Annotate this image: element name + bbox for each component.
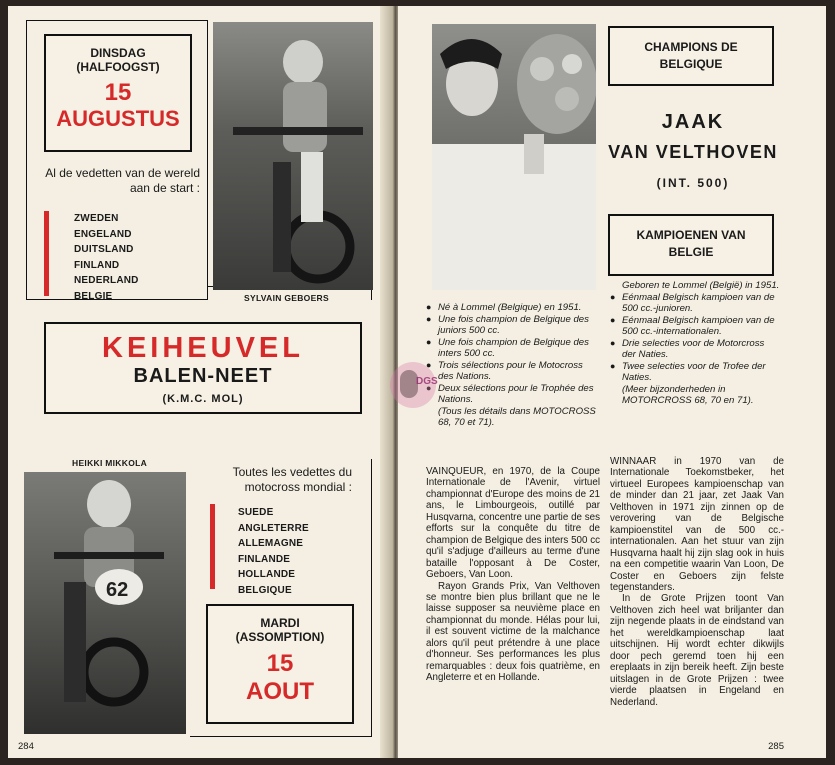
event-box: [44, 322, 362, 414]
right-page: [398, 6, 826, 758]
date-number: 15: [266, 650, 294, 677]
event-title: KEIHEUVEL: [102, 332, 304, 364]
country-item: ZWEDEN: [74, 213, 119, 224]
note-fr: (Tous les détails dans MOTOCROSS 68, 70 et 71).: [438, 405, 596, 428]
country-item: SUEDE: [238, 507, 274, 518]
champion-name-last: VAN VELTHOVEN: [608, 142, 778, 162]
bullet-item: ● Deux sélections pour le Trophée des Nations.: [426, 383, 596, 406]
article-fr: [426, 466, 600, 684]
event-club: (K.M.C. MOL): [162, 393, 244, 405]
intro-fr-text: Toutes les vedettes du motocross mondial :: [232, 465, 352, 494]
country-item: HOLLANDE: [238, 569, 296, 580]
bullets-fr: [426, 302, 596, 429]
intro-nl-text: Al de vedetten van de wereld aan de start :: [45, 166, 200, 195]
date-box-fr: [206, 604, 354, 724]
country-item: BELGIQUE: [238, 584, 292, 596]
photo-sylvain-geboers: [213, 22, 373, 290]
event-place: BALEN-NEET: [133, 365, 273, 387]
intro-nl-birth: Geboren te Lommel (België) in 1951.: [622, 280, 780, 291]
bullet-item: ● Eénmaal Belgisch kampioen van de 500 cc.-junioren.: [610, 292, 780, 315]
rider-number: 62: [106, 579, 129, 601]
date-box-nl: [44, 34, 192, 152]
header-nl-text: KAMPIOENEN VAN BELGIE: [636, 228, 746, 259]
bullet-item: ● Une fois champion de Belgique des juniors 500 cc.: [426, 314, 596, 337]
champion-class: (INT. 500): [656, 176, 730, 190]
date-number: 15: [104, 79, 132, 106]
country-item: BELGIE: [74, 290, 113, 302]
bullet-item: ● Trois sélections pour le Motocross des Nations.: [426, 360, 596, 383]
country-item: ALLEMAGNE: [238, 538, 304, 549]
note-nl: (Meer bijzonderheden in MOTORCROSS 68, 70 en 71).: [622, 383, 754, 406]
country-item: NEDERLAND: [74, 275, 139, 286]
country-item: ENGELAND: [74, 228, 132, 240]
bullet-item: ● Une fois champion de Belgique des inters 500 cc.: [426, 337, 596, 360]
photo-jaak-van-velthoven: [432, 24, 596, 290]
article-nl-paragraph-1: WINNAAR in 1970 van de Internationale Toekomstbeker, het virtueel Europees kampioenschap van de minder dan 21 jaar, zet Jaak Van Velthoven in 1971 zijn zinnen op de verovering van de Belgische kampioenstitel van de 500 cc.-internationalen. Aan het stuur van zijn Husqvarna haalt hij zijn slag ook in huis na een competitie waarin Van Loon, De Coster en Geboers zijn felste tegenstanders.: [610, 456, 784, 593]
day-sub-label: (HALFOOGST): [76, 60, 160, 74]
header-box-nl: [608, 214, 774, 276]
bullets-nl: [610, 280, 780, 407]
article-nl: [610, 456, 784, 708]
date-month: AUGUSTUS: [56, 106, 180, 131]
countries-nl-list: [74, 211, 139, 304]
article-fr-paragraph-2: Rayon Grands Prix, Van Velthoven se montre bien plus brillant que ne le laisse supposer sa neuvième place en championnat du monde. Hélas pour lui, il est souvent victime de la malchance alors qu'il peut prétendre à une place d'honneur. Ses performances les plus remarquables : deux fois quatrième, en Angleterre et en Hollande.: [426, 580, 600, 684]
country-item: ANGLETERRE: [238, 522, 309, 534]
day-label: MARDI: [260, 616, 300, 630]
date-month: AOUT: [246, 678, 314, 705]
page-number-right: 285: [768, 741, 784, 752]
champion-name-first: JAAK: [661, 111, 725, 133]
caption-heikki-mikkola: HEIKKI MIKKOLA: [72, 458, 148, 468]
watermark-text: DGS: [416, 376, 438, 387]
article-nl-paragraph-2: In de Grote Prijzen toont Van Velthoven zich heel wat briljanter dan zijn negende plaats in de eindstand van het wereldkampioenschap laat uitschijnen. Hij wordt echter dikwijls door pech geremd toen hij een ereplaats in zijn bereik heeft. Zijn beste uitslagen in de Grote Prijzen : twee vierde plaatsen in Engeland en Nederland.: [610, 593, 784, 708]
motocross-rider-illustration: [24, 472, 186, 734]
page-number-left: 284: [18, 741, 34, 752]
bullet-item: ● Twee selecties voor de Trofee der Naties.: [610, 361, 780, 384]
bullet-item: ● Eénmaal Belgisch kampioen van de 500 cc.-internationalen.: [610, 315, 780, 338]
bullet-item: ● Drie selecties voor de Motorcross der Naties.: [610, 338, 780, 361]
day-sub-label: (ASSOMPTION): [235, 630, 325, 644]
left-page: [8, 6, 388, 758]
bullet-item: ● Né à Lommel (Belgique) en 1951.: [426, 302, 596, 314]
champion-with-bouquet-illustration: [432, 24, 596, 290]
article-fr-paragraph-1: VAINQUEUR, en 1970, de la Coupe Internationale de l'Avenir, virtuel championnat d'Europe des moins de 21 ans, le Limbourgeois, outillé par Husqvarna, concentre une partie de ses efforts sur la conquête du titre de champion de Belgique des inters 500 cc qu'il s'adjuge d'ailleurs au terme d'une bataille l'opposant à De Coster, Geboers, Van Loon.: [426, 466, 600, 581]
red-accent-bar: [44, 211, 49, 296]
header-fr-text: CHAMPIONS DE BELGIQUE: [644, 40, 738, 71]
day-label: DINSDAG: [90, 46, 146, 60]
motocross-rider-illustration: [213, 22, 373, 290]
photo-heikki-mikkola: [24, 472, 186, 734]
header-box-fr: [608, 26, 774, 86]
country-item: FINLAND: [74, 259, 120, 271]
caption-sylvain-geboers: SYLVAIN GEBOERS: [244, 293, 329, 303]
country-item: FINLANDE: [238, 553, 291, 565]
watermark-logo: [390, 362, 436, 408]
country-item: DUITSLAND: [74, 244, 134, 255]
